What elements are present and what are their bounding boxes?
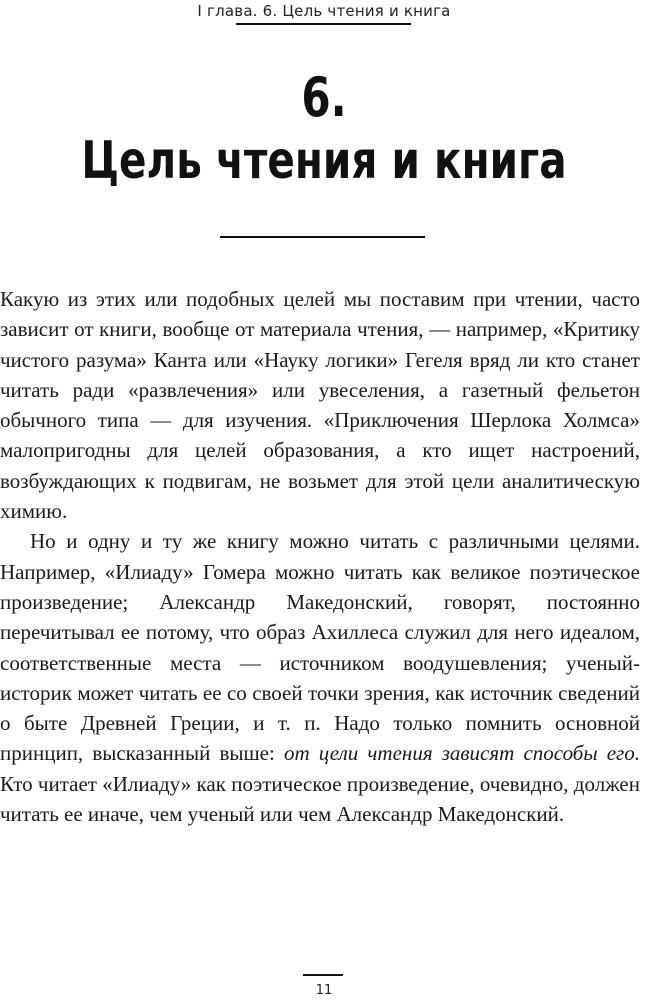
chapter-title-rule [220, 236, 425, 238]
body-text [0, 284, 640, 829]
running-head-rule [236, 23, 411, 25]
paragraph-2-text-after: Кто читает «Илиаду» как поэтическое произведение, очевидно, должен читать ее иначе, чем ученый или чем Александр Македонский. [0, 771, 640, 827]
paragraph-2-text-before: Но и одну и ту же книгу можно читать с различными целями. Например, «Илиаду» Гомера можно читать как великое поэтическое произведение; Александр Македонский, говорят, постоянно перечитывал ее потому, что образ Ахиллеса служил для него идеалом, соответственные места — источником воодушевления; ученый-историк может читать ее со своей точки зрения, как источник сведений о быте Древней Греции, и т. п. Надо только помнить основной принцип, высказанный выше: [0, 529, 640, 766]
chapter-title: Цель чтения и книга [81, 131, 567, 191]
page-number: 11 [315, 983, 333, 998]
paragraph-2-italic-principle: от цели чтения зависят способы его. [283, 741, 640, 766]
running-head: I глава. 6. Цель чтения и книга [197, 2, 451, 20]
chapter-number: 6. [301, 66, 347, 129]
paragraph-2 [0, 526, 640, 829]
paragraph-1: Какую из этих или подобных целей мы поставим при чтении, часто зависит от книги, вообще от материала чтения, — например, «Критику чистого разума» Канта или «Науку логики» Гегеля вряд ли кто станет читать ради «развлечения» или увеселения, а газетный фельетон обычного типа — для изучения. «Приключения Шерлока Холмса» малопригодны для целей образования, а кто ищет настроений, возбуждающих к подвигам, не возьмет для этой цели аналитическую химию. [0, 287, 640, 524]
page-number-rule [303, 974, 343, 976]
